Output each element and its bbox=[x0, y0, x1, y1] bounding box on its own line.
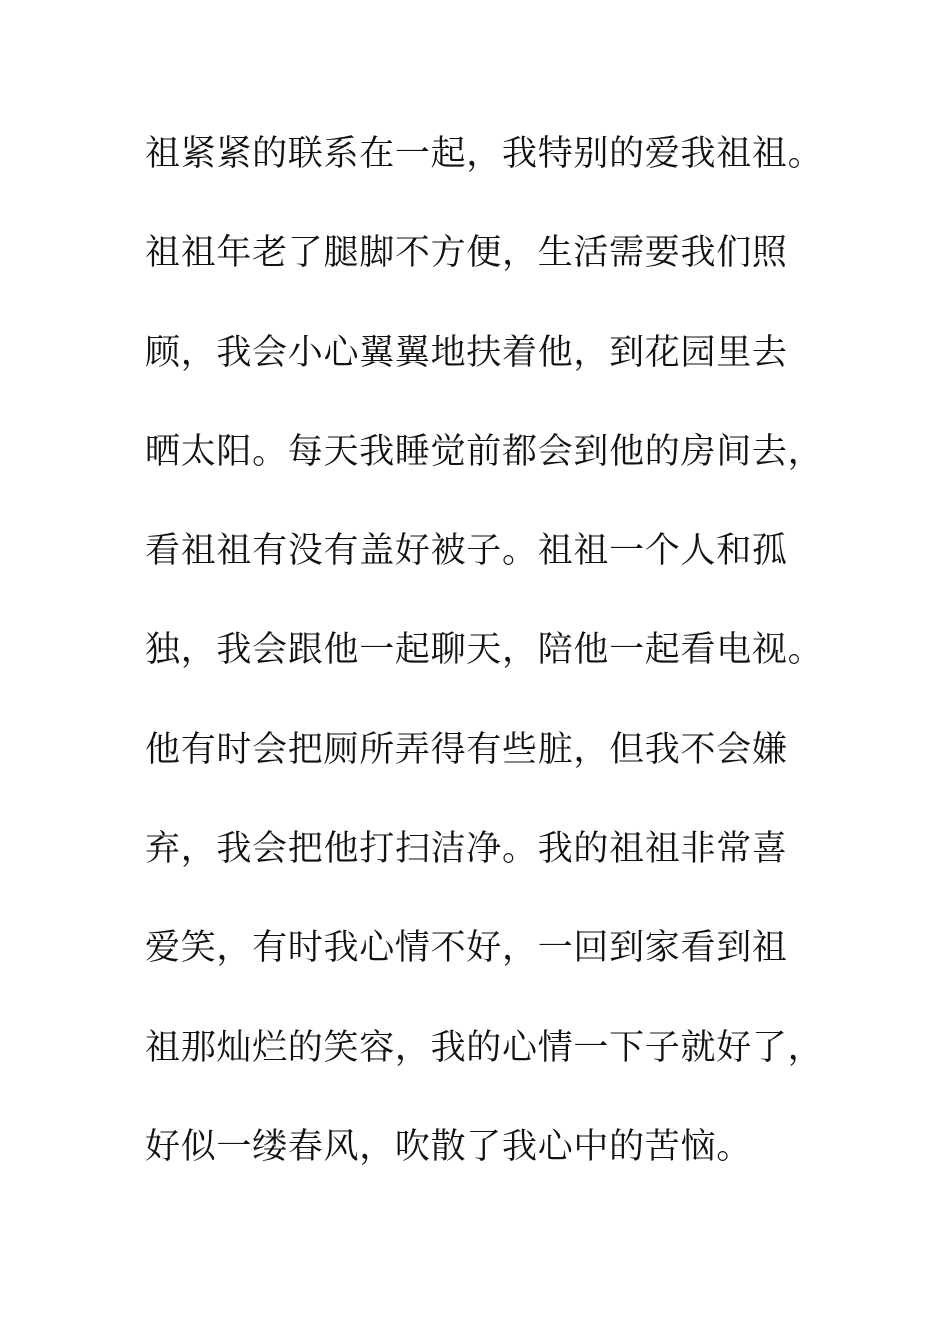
text-line: 顾，我会小心翼翼地扶着他，到花园里去 bbox=[145, 332, 788, 373]
text-line: 祖紧紧的联系在一起，我特别的爱我祖祖。 bbox=[145, 134, 824, 174]
text-line: 晒太阳。每天我睡觉前都会到他的房间去， bbox=[145, 431, 824, 472]
document-body bbox=[145, 127, 845, 1219]
text-line: 祖祖年老了腿脚不方便，生活需要我们照 bbox=[145, 233, 788, 274]
text-line: 弃，我会把他打扫洁净。我的祖祖非常喜 bbox=[145, 829, 788, 870]
text-line: 看祖祖有没有盖好被子。祖祖一个人和孤 bbox=[145, 531, 788, 572]
text-line: 祖那灿烂的笑容，我的心情一下子就好了， bbox=[145, 1027, 824, 1068]
text-line: 好似一缕春风，吹散了我心中的苦恼。 bbox=[145, 1126, 752, 1167]
text-line: 他有时会把厕所弄得有些脏，但我不会嫌 bbox=[145, 729, 788, 770]
text-line: 爱笑，有时我心情不好，一回到家看到祖 bbox=[145, 928, 788, 969]
text-line: 独，我会跟他一起聊天，陪他一起看电视。 bbox=[145, 630, 824, 671]
